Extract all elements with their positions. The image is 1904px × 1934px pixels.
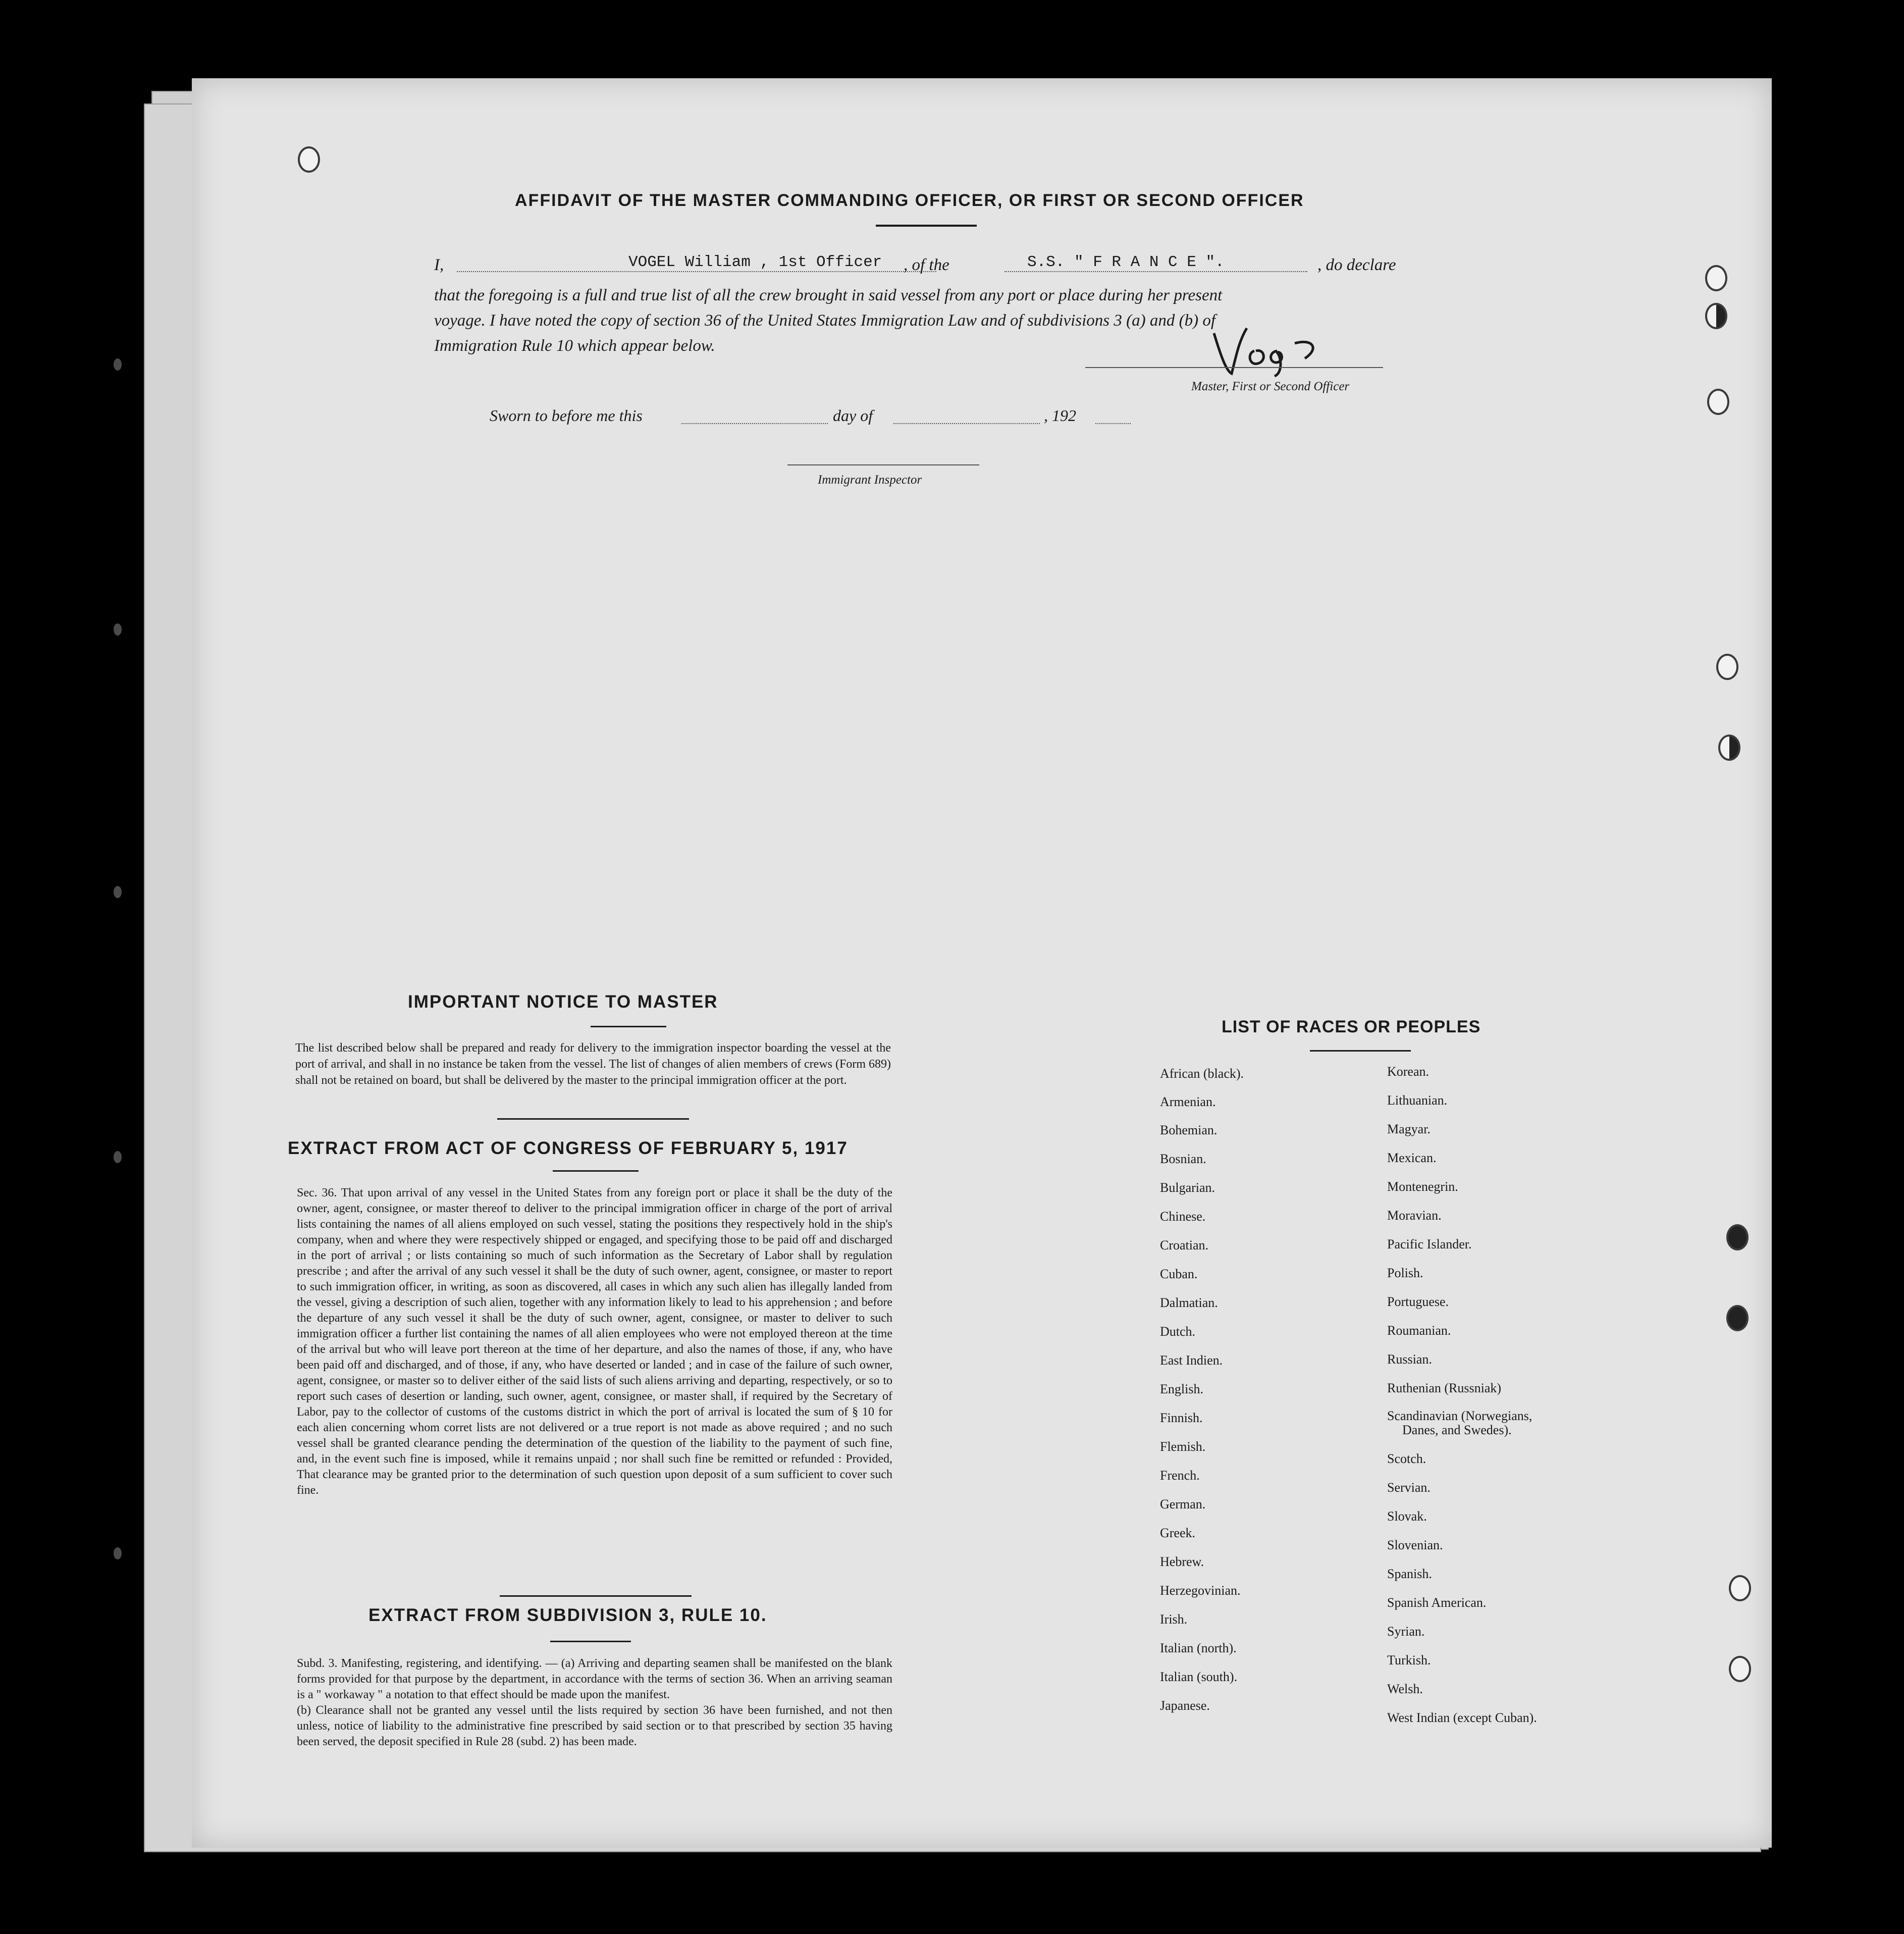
race-item: Montenegrin. (1387, 1179, 1458, 1194)
race-item: African (black). (1160, 1066, 1244, 1081)
race-item: Syrian. (1387, 1624, 1425, 1639)
sworn-day-of: day of (833, 406, 873, 425)
affidavit-title: AFFIDAVIT OF THE MASTER COMMANDING OFFICER, OR FIRST OR SECOND OFFICER (515, 191, 1304, 210)
race-item: Japanese. (1160, 1698, 1210, 1713)
declare-prefix: I, (434, 256, 444, 274)
races-title: LIST OF RACES OR PEOPLES (1222, 1017, 1481, 1036)
race-item: Hebrew. (1160, 1554, 1204, 1569)
race-item: Dalmatian. (1160, 1295, 1218, 1310)
race-item: Korean. (1387, 1064, 1430, 1079)
extract-act-rule (553, 1170, 639, 1172)
notice-title: IMPORTANT NOTICE TO MASTER (408, 992, 718, 1012)
race-item: Spanish American. (1387, 1595, 1487, 1610)
race-item: Ruthenian (Russniak) (1387, 1381, 1502, 1395)
race-item: Lithuanian. (1387, 1093, 1448, 1108)
race-item: Bohemian. (1160, 1123, 1218, 1137)
race-item: Chinese. (1160, 1209, 1206, 1224)
race-item: Bosnian. (1160, 1152, 1206, 1166)
binder-hole-icon (1707, 389, 1729, 415)
tack-icon (114, 358, 122, 371)
officer-caption: Master, First or Second Officer (1191, 380, 1350, 393)
sworn-prefix: Sworn to before me this (490, 406, 643, 425)
binder-hole-icon (1716, 654, 1738, 680)
race-item: Slovak. (1387, 1509, 1427, 1524)
section-36-text: Sec. 36. That upon arrival of any vessel in the United States from any foreign port or place it shall be the duty of the owner, agent, consignee, or master thereof to deliver to the principal immigration officer in charge of the port of arrival lists containing the names of all aliens employed on such vessel, stating the positions they respectively hold in the ship's company, when and where they were respectively shipped or engaged, and specifying those to be paid off and discharged in the port of arrival ; or lists containing so much of such information as the Secretary of Labor shall by regulation prescribe ; and after the arrival of any such vessel it shall be the duty of such owner, agent, consignee, or master to report to such immigration officer, in writing, as soon as discovered, all cases in which any such alien has illegally landed from the vessel, giving a description of such alien, together with any information likely to lead to his apprehension ; and before the departure of any such vessel it shall be the duty of such owner, agent, consignee, or master to deliver to such immigration officer a further list containing the names of all alien employees who were not employed thereon at the time of the arrival but who will leave port thereon at the time of her departure, and also the names of those, if any, who have been paid off and discharged, and of those, if any, who have deserted or landed ; and in case of the failure of such owner, agent, consignee, or master so to deliver either of the said lists of such aliens arriving and departing, respectively, or so to report such cases of desertion or landing, such owner, agent, consignee, or master shall, if required by the Secretary of Labor, pay to the collector of customs of the customs district in which the port of arrival is located the sum of § 10 for each alien concerning whom corret lists are not delivered or a true report is not made as above required ; and no such vessel shall be granted clearance pending the determination of the question of the liability to the payment of such fine, and, in the event such fine is imposed, while it remains unpaid ; nor shall such fine be remitted or refunded : Provided, That clearance may be granted prior to the determination of such question upon deposit of a sum sufficient to cover such fine. (297, 1186, 892, 1497)
declaration-line-2: that the foregoing is a full and true list of all the crew brought in said vessel from any port or place during her present (434, 286, 1223, 304)
tack-icon (114, 1547, 122, 1559)
race-item: Dutch. (1160, 1324, 1196, 1339)
ship-blank (1004, 271, 1307, 272)
binder-hole-icon (1718, 735, 1740, 761)
race-item: Turkish. (1387, 1653, 1431, 1667)
tack-icon (114, 886, 122, 898)
race-item: Finnish. (1160, 1410, 1203, 1425)
race-item: Spanish. (1387, 1566, 1432, 1581)
race-item: Scandinavian (Norwegians, (1387, 1408, 1532, 1423)
title-rule (876, 225, 977, 227)
race-item: Polish. (1387, 1266, 1423, 1280)
race-item: German. (1160, 1497, 1206, 1511)
race-item: Irish. (1160, 1612, 1188, 1627)
section-divider (500, 1595, 692, 1597)
race-item: Mexican. (1387, 1151, 1437, 1165)
extract-act-title: EXTRACT FROM ACT OF CONGRESS OF FEBRUARY 5, 1917 (288, 1138, 848, 1158)
race-item: Portuguese. (1387, 1294, 1449, 1309)
ship-name-field: S.S. " F R A N C E ". (1027, 253, 1225, 271)
tack-icon (114, 623, 122, 636)
race-item: Welsh. (1387, 1682, 1423, 1696)
race-item: Armenian. (1160, 1094, 1216, 1109)
notice-body: The list described below shall be prepared and ready for delivery to the immigration inspector boarding the vessel at the port of arrival, and shall in no instance be taken from the vessel. The list of changes of alien members of crews (Form 689) shall not be retained on board, but shall be delivered by the master to the principal immigration officer at the port. (295, 1041, 891, 1087)
section-divider (497, 1118, 689, 1120)
race-item: Bulgarian. (1160, 1180, 1215, 1195)
sworn-year: , 192 (1044, 406, 1076, 425)
subdivision-b: (b) Clearance shall not be granted any vessel until the lists required by section 36 have been furnished, and not then unless, notice of liability to the administrative fine prescribed by said section or to that prescribed by section 35 having been served, the deposit specified in Rule 28 (subd. 2) has been made. (297, 1704, 892, 1748)
declaration-line-4: Immigration Rule 10 which appear below. (434, 337, 715, 355)
race-item: Scotch. (1387, 1451, 1426, 1466)
binder-hole-icon (1705, 265, 1727, 291)
race-item: Cuban. (1160, 1267, 1198, 1281)
binder-hole-icon (1729, 1656, 1751, 1682)
notice-rule (591, 1026, 666, 1027)
race-item: Servian. (1387, 1480, 1431, 1495)
sworn-day-blank (681, 423, 828, 424)
race-item: Flemish. (1160, 1439, 1206, 1454)
signature (1211, 323, 1333, 379)
race-item: Italian (north). (1160, 1641, 1237, 1655)
binder-hole-icon (298, 146, 320, 173)
race-item: West Indian (except Cuban). (1387, 1710, 1537, 1725)
binder-hole-icon (1729, 1575, 1751, 1601)
document-page (192, 78, 1772, 1848)
race-item: Greek. (1160, 1526, 1196, 1540)
extract-rule-rule (550, 1641, 631, 1642)
extract-rule-title: EXTRACT FROM SUBDIVISION 3, RULE 10. (368, 1605, 767, 1625)
inspector-caption: Immigrant Inspector (818, 473, 922, 487)
race-item: Moravian. (1387, 1208, 1442, 1223)
do-declare-text: , do declare (1317, 256, 1396, 274)
of-the-text: , of the (904, 256, 949, 274)
races-rule (1310, 1050, 1411, 1052)
race-item: Russian. (1387, 1352, 1432, 1367)
race-item: Croatian. (1160, 1238, 1209, 1252)
race-item: Herzegovinian. (1160, 1583, 1241, 1598)
binder-hole-icon (1705, 303, 1727, 329)
binder-hole-icon (1726, 1305, 1749, 1331)
signature-line (1085, 367, 1383, 368)
race-item: French. (1160, 1468, 1200, 1483)
inspector-line (787, 464, 979, 465)
tack-icon (114, 1151, 122, 1163)
sworn-year-blank (1095, 423, 1131, 424)
race-item: English. (1160, 1382, 1203, 1396)
binder-hole-icon (1726, 1224, 1749, 1250)
officer-name-field: VOGEL William , 1st Officer (628, 253, 882, 271)
subdivision-3-text (297, 1656, 892, 1750)
declaration-line-3: voyage. I have noted the copy of section 36 of the United States Immigration Law and of subdivisions 3 (a) and (b) of (434, 311, 1216, 330)
name-blank (457, 271, 936, 272)
race-item: Slovenian. (1387, 1538, 1443, 1552)
race-item: Italian (south). (1160, 1669, 1238, 1684)
race-item: Roumanian. (1387, 1323, 1451, 1338)
race-item: Pacific Islander. (1387, 1237, 1472, 1251)
race-item: Danes, and Swedes). (1402, 1423, 1512, 1437)
race-item: East Indien. (1160, 1353, 1223, 1368)
sworn-month-blank (893, 423, 1040, 424)
declaration-line-1 (434, 252, 444, 278)
race-item: Magyar. (1387, 1122, 1431, 1136)
subdivision-a: Subd. 3. Manifesting, registering, and identifying. — (a) Arriving and departing seamen shall be manifested on the blank forms provided for that purpose by the department, in accordance with the terms of section 36. When an arriving seaman is a " workaway " a notation to that effect should be made upon the manifest. (297, 1657, 892, 1701)
